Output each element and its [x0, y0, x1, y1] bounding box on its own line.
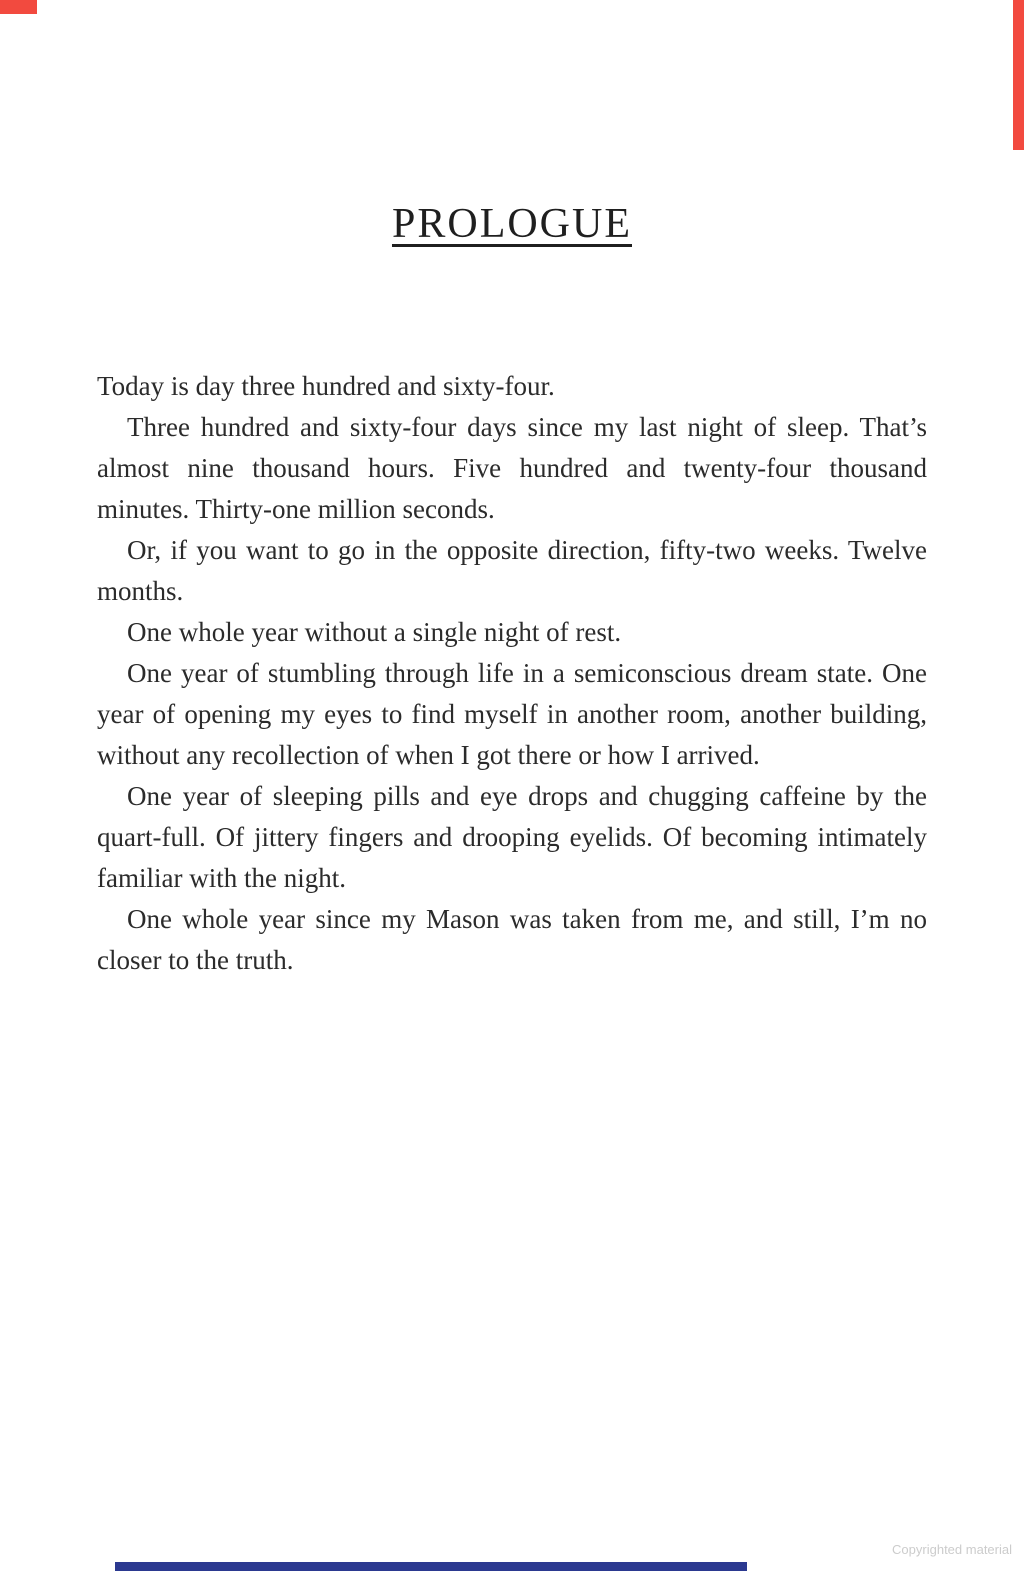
paragraph: One whole year without a single night of rest. [127, 617, 622, 647]
paragraph: One year of stumbling through life in a semiconscious dream state. One year of opening my eyes to find myself in another room, another building, without any recollection of when I got there or how I arrived. [97, 658, 927, 770]
scan-artifact-top-left [0, 0, 37, 14]
scan-artifact-bottom-bar [115, 1562, 747, 1571]
scan-artifact-right-edge [1013, 0, 1024, 150]
copyright-watermark: Copyrighted material [892, 1542, 1012, 1557]
paragraph: Today is day three hundred and sixty-four. [97, 371, 555, 401]
chapter-title: PROLOGUE [391, 201, 632, 247]
paragraph: One whole year since my Mason was taken from me, and still, I’m no closer to the truth. [97, 904, 927, 975]
paragraph: Or, if you want to go in the opposite direction, fifty-two weeks. Twelve months. [97, 535, 927, 606]
paragraph: One year of sleeping pills and eye drops and chugging caffeine by the quart-full. Of jittery fingers and drooping eyelids. Of becoming intimately familiar with the night. [97, 781, 927, 893]
body-text [97, 366, 927, 981]
paragraph: Three hundred and sixty-four days since my last night of sleep. That’s almost nine thousand hours. Five hundred and twenty-four thousand minutes. Thirty-one million seconds. [97, 412, 927, 524]
